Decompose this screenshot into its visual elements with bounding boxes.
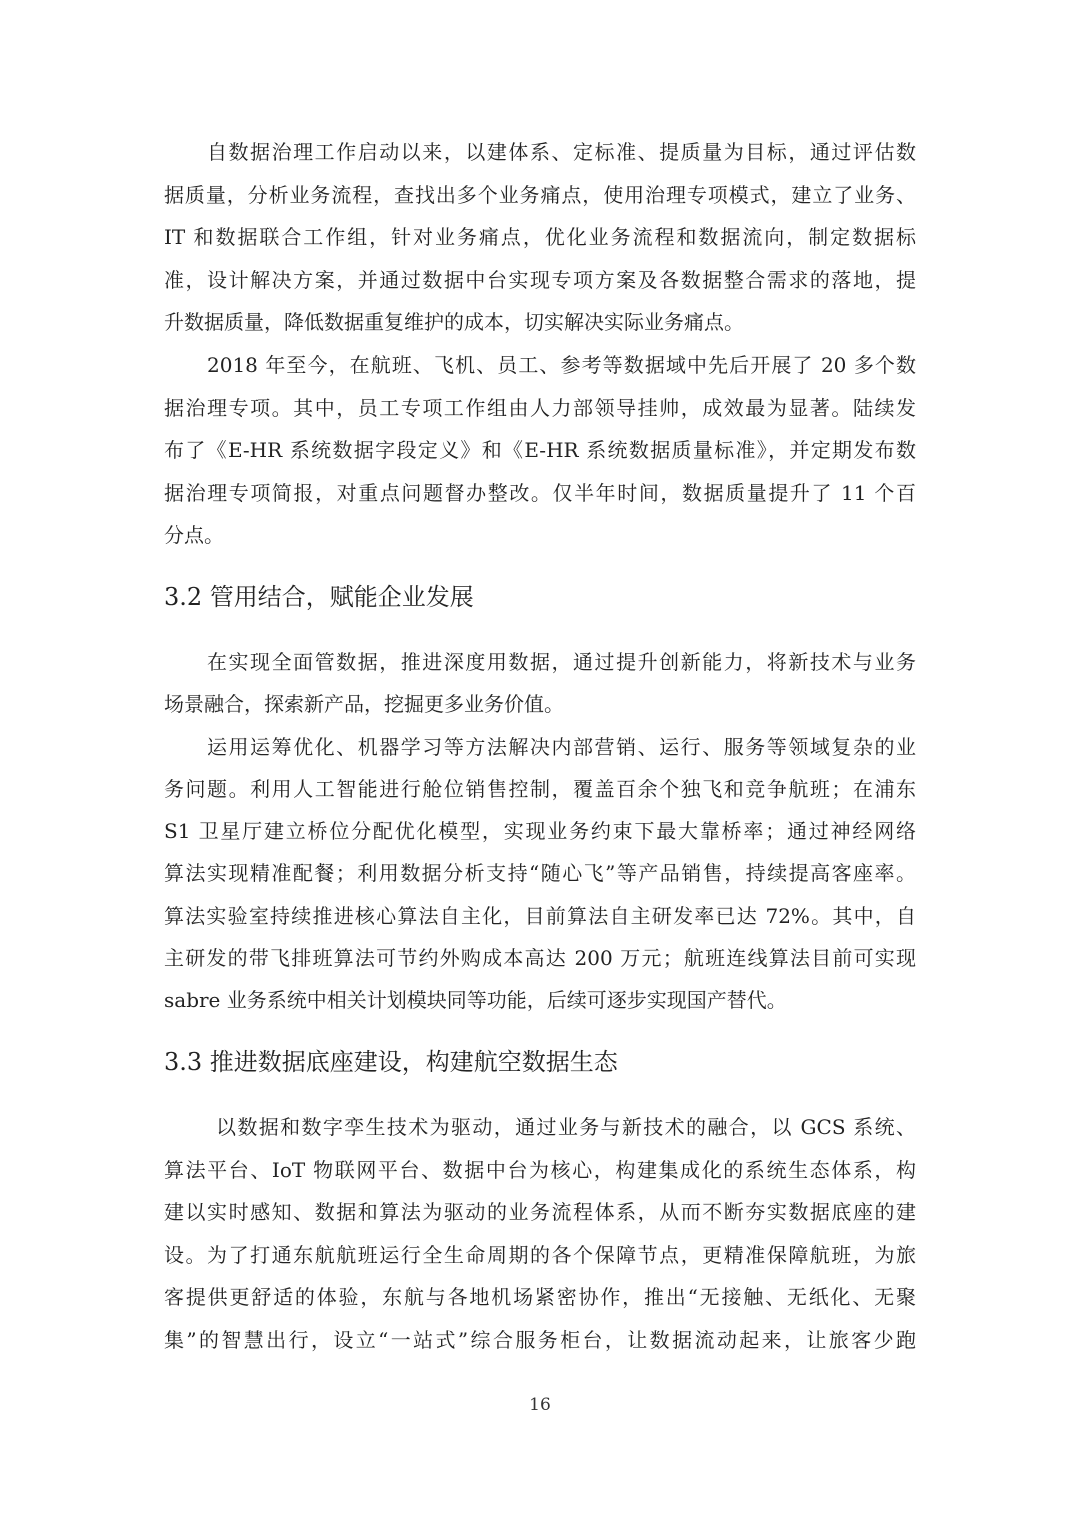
text-line: 据质量，分析业务流程，查找出多个业务痛点，使用治理专项模式，建立了业务、: [164, 183, 916, 207]
text-line: 自数据治理工作启动以来，以建体系、定标准、提质量为目标，通过评估数: [207, 140, 916, 164]
text-line: 设。为了打通东航航班运行全生命周期的各个保障节点，更精准保障航班，为旅: [164, 1243, 916, 1267]
text-line: 分点。: [164, 523, 224, 547]
text-line: 建以实时感知、数据和算法为驱动的业务流程体系，从而不断夯实数据底座的建: [164, 1200, 916, 1224]
page-number: 16: [529, 1395, 551, 1415]
text-line: 准，设计解决方案，并通过数据中台实现专项方案及各数据整合需求的落地，提: [164, 268, 916, 292]
text-line: 在实现全面管数据，推进深度用数据，通过提升创新能力，将新技术与业务: [207, 650, 916, 674]
text-line: 升数据质量，降低数据重复维护的成本，切实解决实际业务痛点。: [164, 310, 744, 334]
text-line: 据治理专项简报，对重点问题督办整改。仅半年时间，数据质量提升了 11 个百: [164, 481, 916, 505]
text-line: 运用运筹优化、机器学习等方法解决内部营销、运行、服务等领域复杂的业: [207, 735, 916, 759]
section-heading-3-2: 3.2 管用结合，赋能企业发展: [164, 583, 474, 611]
text-line: 务问题。利用人工智能进行舱位销售控制，覆盖百余个独飞和竞争航班；在浦东: [164, 777, 916, 801]
text-line: 主研发的带飞排班算法可节约外购成本高达 200 万元；航班连线算法目前可实现: [164, 946, 916, 970]
text-line: IT 和数据联合工作组，针对业务痛点，优化业务流程和数据流向，制定数据标: [164, 225, 916, 249]
text-line: 据治理专项。其中，员工专项工作组由人力部领导挂帅，成效最为显著。陆续发: [164, 396, 916, 420]
text-line: 以数据和数字孪生技术为驱动，通过业务与新技术的融合，以 GCS 系统、: [216, 1115, 916, 1139]
text-line: 2018 年至今，在航班、飞机、员工、参考等数据域中先后开展了 20 多个数: [207, 353, 916, 377]
text-line: S1 卫星厅建立桥位分配优化模型，实现业务约束下最大靠桥率；通过神经网络: [164, 819, 916, 843]
section-heading-3-3: 3.3 推进数据底座建设，构建航空数据生态: [164, 1048, 618, 1076]
text-line: 场景融合，探索新产品，挖掘更多业务价值。: [164, 692, 564, 716]
text-line: 算法实现精准配餐；利用数据分析支持“随心飞”等产品销售，持续提高客座率。: [164, 861, 916, 885]
text-line: 集”的智慧出行，设立“一站式”综合服务柜台，让数据流动起来，让旅客少跑: [164, 1328, 916, 1352]
text-line: 布了《E-HR 系统数据字段定义》和《E-HR 系统数据质量标准》，并定期发布数: [164, 438, 916, 462]
text-line: 算法平台、IoT 物联网平台、数据中台为核心，构建集成化的系统生态体系，构: [164, 1158, 916, 1182]
text-line: sabre 业务系统中相关计划模块同等功能，后续可逐步实现国产替代。: [164, 988, 787, 1012]
text-line: 算法实验室持续推进核心算法自主化，目前算法自主研发率已达 72%。其中，自: [164, 904, 916, 928]
text-line: 客提供更舒适的体验，东航与各地机场紧密协作，推出“无接触、无纸化、无聚: [164, 1285, 916, 1309]
